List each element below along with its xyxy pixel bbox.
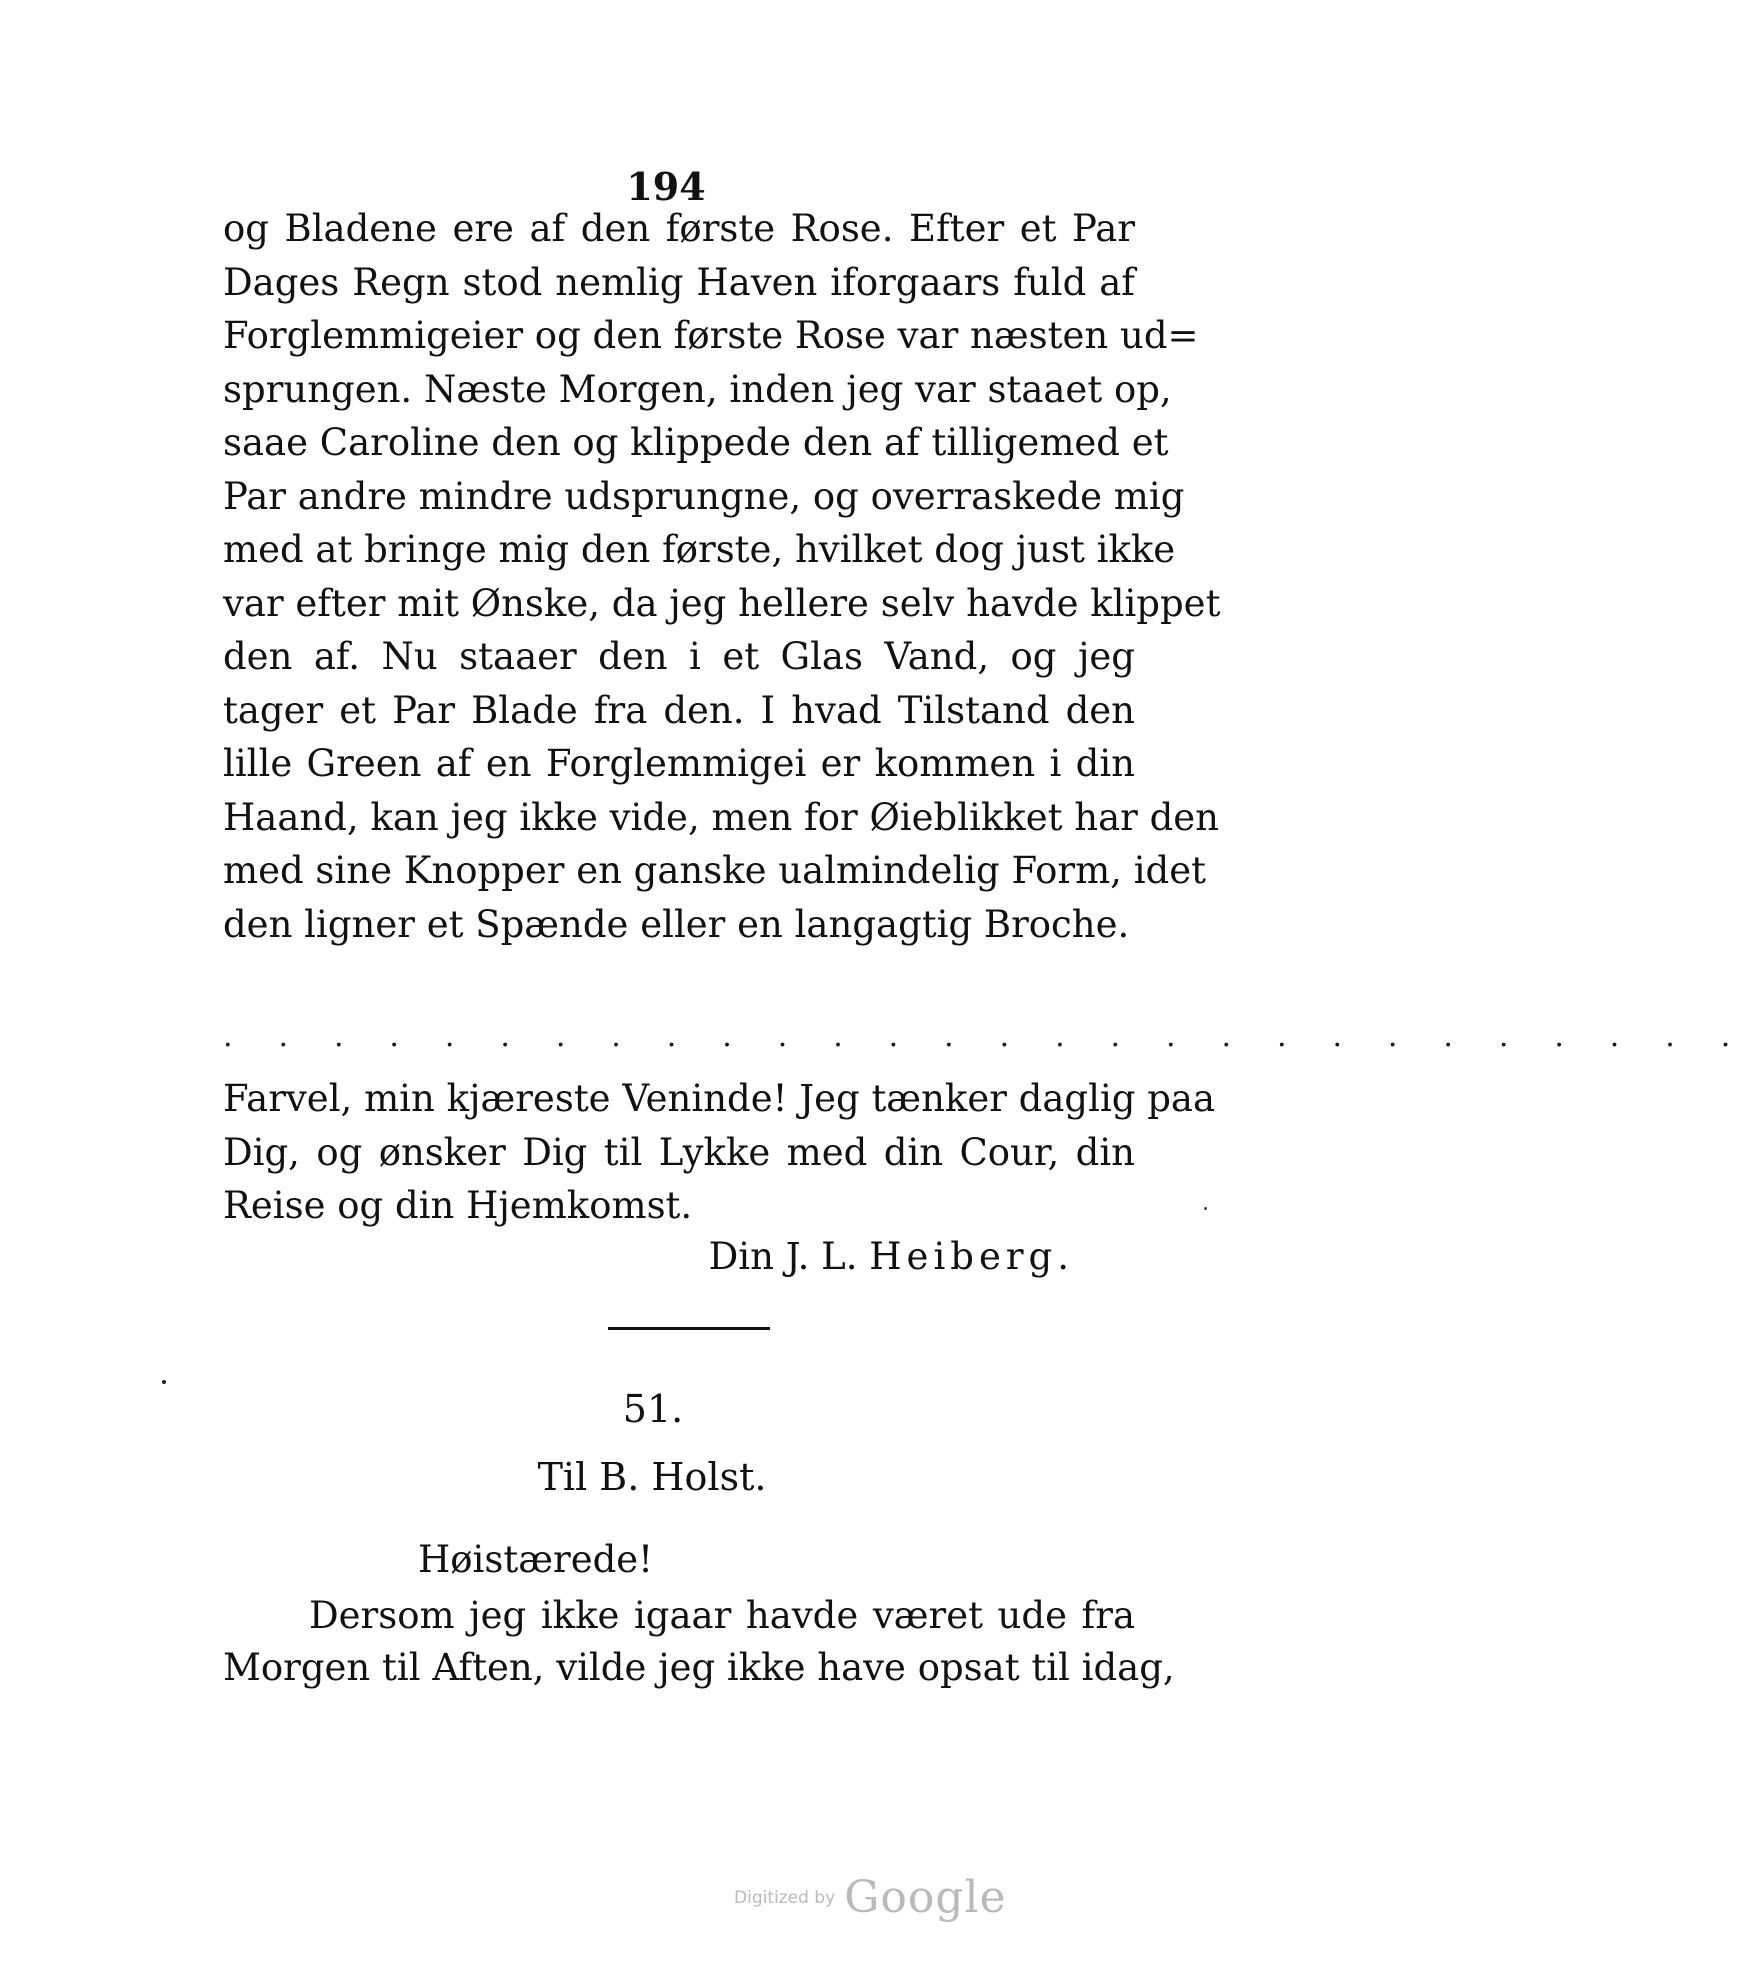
next-letter-opening bbox=[223, 1590, 1175, 1694]
body-line: Dages Regn stod nemlig Haven iforgaars fuld af bbox=[223, 260, 1135, 304]
body-line: Haand, kan jeg ikke vide, men for Øieblikket har den bbox=[223, 795, 1220, 839]
closing-line: Reise og din Hjemkomst. bbox=[223, 1184, 693, 1227]
page-number: 194 bbox=[626, 164, 706, 209]
print-speck bbox=[162, 1380, 166, 1384]
ellipsis-divider: . . . . . . . . . . . . . . . . . . . . . . . . . . . . bbox=[223, 1019, 1749, 1054]
closing-line: Farvel, min kjæreste Veninde! Jeg tænker daglig paa bbox=[223, 1077, 1216, 1120]
print-speck bbox=[1204, 1207, 1207, 1210]
opening-line: Morgen til Aften, vilde jeg ikke have opsat til idag, bbox=[223, 1646, 1175, 1689]
body-line: saae Caroline den og klippede den af tilligemed et bbox=[223, 421, 1169, 464]
closing-line: Dig, og ønsker Dig til Lykke med din Cour, din bbox=[223, 1130, 1135, 1174]
body-line: Par andre mindre udsprungne, og overraskede mig bbox=[223, 474, 1185, 518]
body-line: og Bladene ere af den første Rose. Efter et Par bbox=[223, 207, 1135, 250]
body-line: med at bringe mig den første, hvilket dog just ikke bbox=[223, 528, 1176, 571]
letter-number: 51. bbox=[622, 1387, 684, 1431]
letter-body bbox=[223, 202, 1221, 951]
body-line: tager et Par Blade fra den. I hvad Tilstand den bbox=[223, 688, 1135, 732]
digitization-watermark bbox=[734, 1872, 1007, 1923]
body-line: sprungen. Næste Morgen, inden jeg var staaet op, bbox=[223, 367, 1172, 411]
body-line: Forglemmigeier og den første Rose var næsten ud= bbox=[223, 314, 1199, 357]
watermark-prefix: Digitized by bbox=[734, 1887, 836, 1908]
body-line: den ligner et Spænde eller en langagtig Broche. bbox=[223, 902, 1130, 946]
section-divider bbox=[608, 1327, 770, 1330]
body-line: lille Green af en Forglemmigei er kommen i din bbox=[223, 742, 1135, 785]
body-line: den af. Nu staaer den i et Glas Vand, og jeg bbox=[223, 635, 1135, 678]
signature-prefix: Din J. L. bbox=[708, 1235, 858, 1278]
opening-line: Dersom jeg ikke igaar havde været ude fra bbox=[309, 1594, 1135, 1637]
body-line: var efter mit Ønske, da jeg hellere selv havde klippet bbox=[223, 581, 1221, 625]
body-line: med sine Knopper en ganske ualmindelig Form, idet bbox=[223, 849, 1206, 892]
letter-recipient: Til B. Holst. bbox=[537, 1455, 767, 1499]
watermark-brand: Google bbox=[844, 1872, 1007, 1923]
salutation: Høistærede! bbox=[418, 1538, 654, 1581]
closing-paragraph bbox=[223, 1072, 1216, 1233]
signature bbox=[709, 1232, 1074, 1282]
signature-name: Heiberg. bbox=[869, 1235, 1074, 1278]
